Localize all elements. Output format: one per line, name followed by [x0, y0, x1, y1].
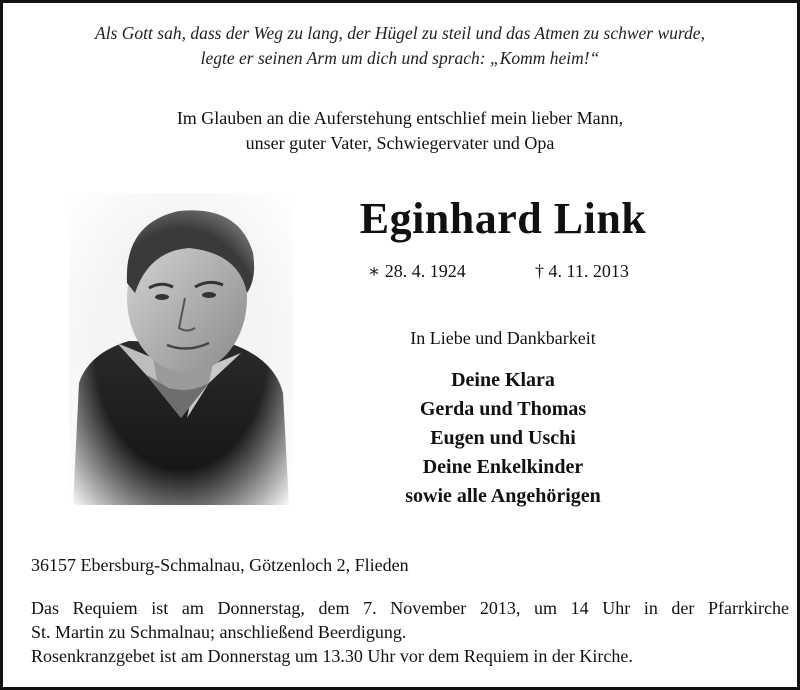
family-member: Gerda und Thomas	[419, 398, 587, 420]
deceased-name: Eginhard Link	[359, 194, 647, 243]
birth-date: ∗ 28. 4. 1924	[368, 261, 466, 281]
address: 36157 Ebersburg-Schmalnau, Götzenloch 2, Flieden	[31, 555, 409, 575]
requiem-info	[31, 596, 789, 668]
portrait-photo	[69, 193, 293, 505]
intro-line-1: Im Glauben an die Auferstehung entschlief mein lieber Mann,	[176, 108, 624, 128]
family-member: Eugen und Uschi	[430, 427, 576, 449]
quote-line-2: legte er seinen Arm um dich und sprach: „Komm heim!“	[200, 48, 600, 68]
intro-line-2: unser guter Vater, Schwiegervater und Opa	[245, 133, 555, 153]
family-member: Deine Klara	[451, 369, 555, 391]
family-member: sowie alle Angehörigen	[405, 485, 601, 507]
family-list	[303, 366, 703, 511]
thanks-line: In Liebe und Dankbarkeit	[410, 328, 596, 348]
quote-line-1: Als Gott sah, dass der Weg zu lang, der Hügel zu steil und das Atmen zu schwer wurde,	[95, 23, 705, 43]
family-member: Deine Enkelkinder	[422, 456, 584, 478]
requiem-line-1: Das Requiem ist am Donnerstag, dem 7. November 2013, um 14 Uhr in der Pfarrkirche	[31, 598, 789, 618]
intro-text	[3, 106, 797, 156]
requiem-line-3: Rosenkranzgebet ist am Donnerstag um 13.30 Uhr vor dem Requiem in der Kirche.	[31, 646, 633, 666]
memorial-quote	[3, 21, 797, 71]
requiem-line-2: St. Martin zu Schmalnau; anschließend Beerdigung.	[31, 622, 407, 642]
death-date: † 4. 11. 2013	[535, 261, 629, 281]
